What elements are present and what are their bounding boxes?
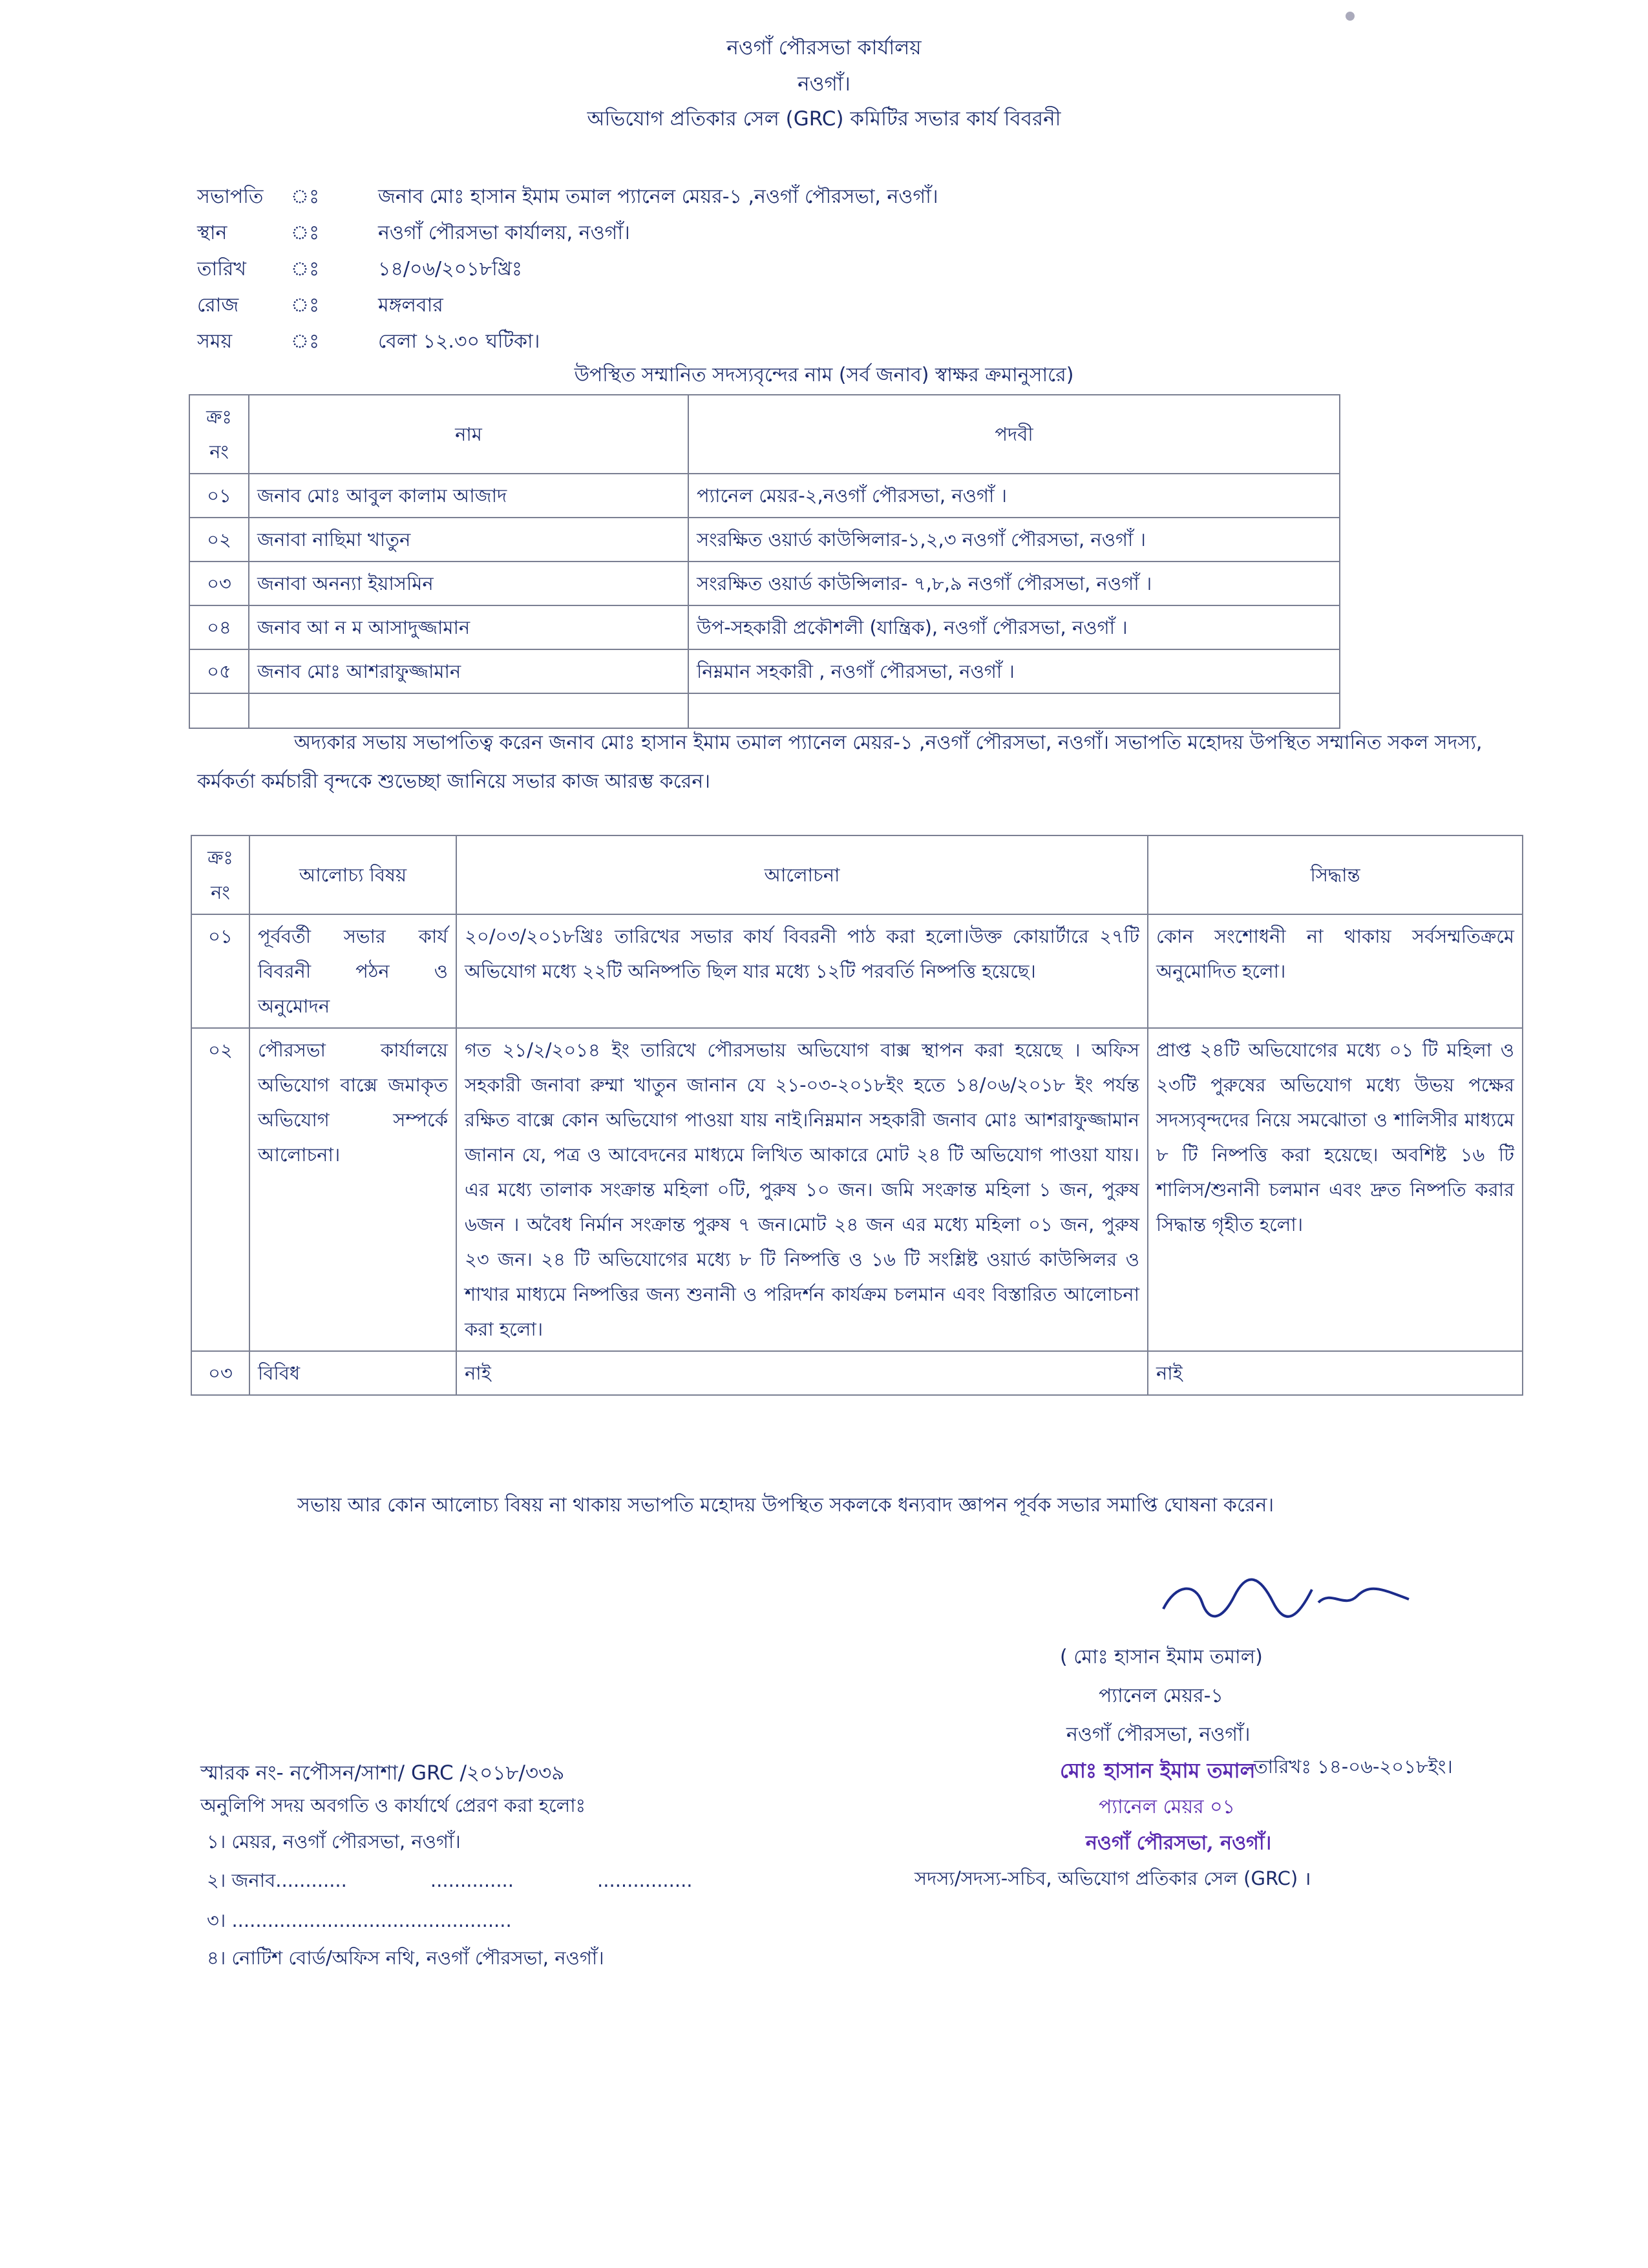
signatory-name: ( মোঃ হাসান ইমাম তমাল): [1060, 1646, 1263, 1668]
ink-dot: [1346, 12, 1355, 21]
col-designation: পদবী: [688, 395, 1340, 474]
attendance-table: [189, 394, 1340, 729]
office-title: নওগাঁ পৌরসভা কার্যালয়: [726, 36, 922, 59]
agenda-table: [191, 835, 1523, 1396]
col-name: নাম: [249, 395, 688, 474]
col-topic: আলোচ্য বিষয়: [249, 835, 456, 914]
col-discussion: আলোচনা: [456, 835, 1148, 914]
table-row-empty: [189, 693, 1340, 728]
document-title: অভিযোগ প্রতিকার সেল (GRC) কমিটির সভার কার্য বিবরনী: [587, 107, 1061, 131]
table-row: ০১ জনাব মোঃ আবুল কালাম আজাদ প্যানেল মেয়র-২,নওগাঁ পৌরসভা, নওগাঁ ।: [189, 474, 1340, 518]
table-row: ০২ জনাবা নাছিমা খাতুন সংরক্ষিত ওয়ার্ড কাউন্সিলার-১,২,৩ নওগাঁ পৌরসভা, নওগাঁ ।: [189, 518, 1340, 562]
signature-scribble: [1150, 1564, 1422, 1641]
copy-item: ৪। নোটিশ বোর্ড/অফিস নথি, নওগাঁ পৌরসভা, নওগাঁ।: [207, 1947, 604, 1969]
table-header-row: [191, 835, 1523, 914]
table-row: ০১ পূর্ববর্তী সভার কার্য বিবরনী পঠন ও অনুমোদন ২০/০৩/২০১৮খ্রিঃ তারিখের সভার কার্য বিবরনী পাঠ করা হলো।উক্ত কোয়ার্টারে ২৭টি অভিযোগ মধ্যে ২২টি অনিষ্পতি ছিল যার মধ্যে ১২টি পরবর্তি নিষ্পত্তি হয়েছে। কোন সংশোধনী না থাকায় সর্বসম্মতিক্রমে অনুমোদিত হলো।: [191, 914, 1523, 1028]
copy-item: ১। মেয়র, নওগাঁ পৌরসভা, নওগাঁ।: [207, 1831, 461, 1853]
table-row: ০৩ জনাবা অনন্যা ইয়াসমিন সংরক্ষিত ওয়ার্ড কাউন্সিলার- ৭,৮,৯ নওগাঁ পৌরসভা, নওগাঁ ।: [189, 562, 1340, 605]
stamp-title: প্যানেল মেয়র ০১: [1099, 1796, 1236, 1818]
memo-reference: স্মারক নং- নপৌসন/সাশা/ GRC /২০১৮/৩৩৯: [200, 1761, 565, 1785]
office-city: নওগাঁ।: [798, 72, 850, 96]
memo-date: তারিখঃ ১৪-০৬-২০১৮ইং।: [1254, 1756, 1453, 1778]
committee-role: সদস্য/সদস্য-সচিব, অভিযোগ প্রতিকার সেল (GRC) ।: [914, 1867, 1311, 1889]
stamp-office: নওগাঁ পৌরসভা, নওগাঁ।: [1086, 1832, 1272, 1854]
col-decision: সিদ্ধান্ত: [1148, 835, 1523, 914]
table-row: ০৪ জনাব আ ন ম আসাদুজ্জামান উপ-সহকারী প্রকৌশলী (যান্ত্রিক), নওগাঁ পৌরসভা, নওগাঁ ।: [189, 605, 1340, 649]
signatory-office: নওগাঁ পৌরসভা, নওগাঁ।: [1066, 1723, 1251, 1746]
col-serial: ক্রঃ নং: [189, 395, 249, 474]
table-header-row: [189, 395, 1340, 474]
copy-heading: অনুলিপি সদয় অবগতি ও কার্যার্থে প্রেরণ করা হলোঃ: [200, 1794, 586, 1816]
table-row: ০২ পৌরসভা কার্যালয়ে অভিযোগ বাক্সে জমাকৃত অভিযোগ সম্পর্কে আলোচনা। গত ২১/২/২০১৪ ইং তারিখে পৌরসভায় অভিযোগ বাক্স স্থাপন করা হয়েছে । অফিস সহকারী জনাবা রুম্মা খাতুন জানান যে ২১-০৩-২০১৮ইং হতে ১৪/০৬/২০১৮ ইং পর্যন্ত রক্ষিত বাক্সে কোন অভিযোগ পাওয়া যায় নাই।নিম্নমান সহকারী জনাব মোঃ আশরাফুজ্জামান জানান যে, পত্র ও আবেদনের মাধ্যমে লিখিত আকারে মোট ২৪ টি অভিযোগ পাওয়া যায়। এর মধ্যে তালাক সংক্রান্ত মহিলা ০টি, পুরুষ ১০ জন। জমি সংক্রান্ত মহিলা ১ জন, পুরুষ ৬জন । অবৈধ নির্মান সংক্রান্ত পুরুষ ৭ জন।মোট ২৪ জন এর মধ্যে মহিলা ০১ জন, পুরুষ ২৩ জন। ২৪ টি অভিযোগের মধ্যে ৮ টি নিষ্পত্তি ও ১৬ টি সংশ্লিষ্ট ওয়ার্ড কাউন্সিলর ও শাখার মাধ্যমে নিষ্পত্তির জন্য শুনানী ও পরিদর্শন কার্যক্রম চলমান এবং বিস্তারিত আলোচনা করা হলো। প্রাপ্ত ২৪টি অভিযোগের মধ্যে ০১ টি মহিলা ও ২৩টি পুরুষের অভিযোগ মধ্যে উভয় পক্ষের সদস্যবৃন্দদের নিয়ে সমঝোতা ও শালিসীর মাধ্যমে ৮ টি নিষ্পত্তি করা হয়েছে। অবশিষ্ট ১৬ টি শালিস/শুনানী চলমান এবং দ্রুত নিষ্পতি করার সিদ্ধান্ত গৃহীত হলো।: [191, 1028, 1523, 1351]
signatory-title: প্যানেল মেয়র-১: [1099, 1685, 1223, 1707]
intro-paragraph: অদ্যকার সভায় সভাপতিত্ব করেন জনাব মোঃ হাসান ইমাম তমাল প্যানেল মেয়র-১ ,নওগাঁ পৌরসভা, নওগাঁ। সভাপতি মহোদয় উপস্থিত সম্মানিত সকল সদস্য, কর্মকর্তা কর্মচারী বৃন্দকে শুভেচ্ছা জানিয়ে সভার কাজ আরম্ভ করেন।: [197, 731, 1483, 793]
table-row: ০৩ বিবিধ নাই নাই: [191, 1351, 1523, 1395]
table-row: ০৫ জনাব মোঃ আশরাফুজ্জামান নিম্নমান সহকারী , নওগাঁ পৌরসভা, নওগাঁ ।: [189, 649, 1340, 693]
stamp-name: মোঃ হাসান ইমাম তমাল: [1060, 1758, 1256, 1783]
closing-paragraph: সভায় আর কোন আলোচ্য বিষয় না থাকায় সভাপতি মহোদয় উপস্থিত সকলকে ধন্যবাদ জ্ঞাপন পূর্বক সভার সমাপ্তি ঘোষনা করেন।: [297, 1494, 1274, 1517]
copy-item: ৩। ...............................................: [207, 1909, 512, 1931]
attendance-title: উপস্থিত সম্মানিত সদস্যবৃন্দের নাম (সর্ব জনাব) স্বাক্ষর ক্রমানুসারে): [574, 364, 1074, 386]
copy-item: ২। জনাব............ .............. ................: [207, 1869, 693, 1891]
col-serial: ক্রঃ নং: [191, 835, 249, 914]
